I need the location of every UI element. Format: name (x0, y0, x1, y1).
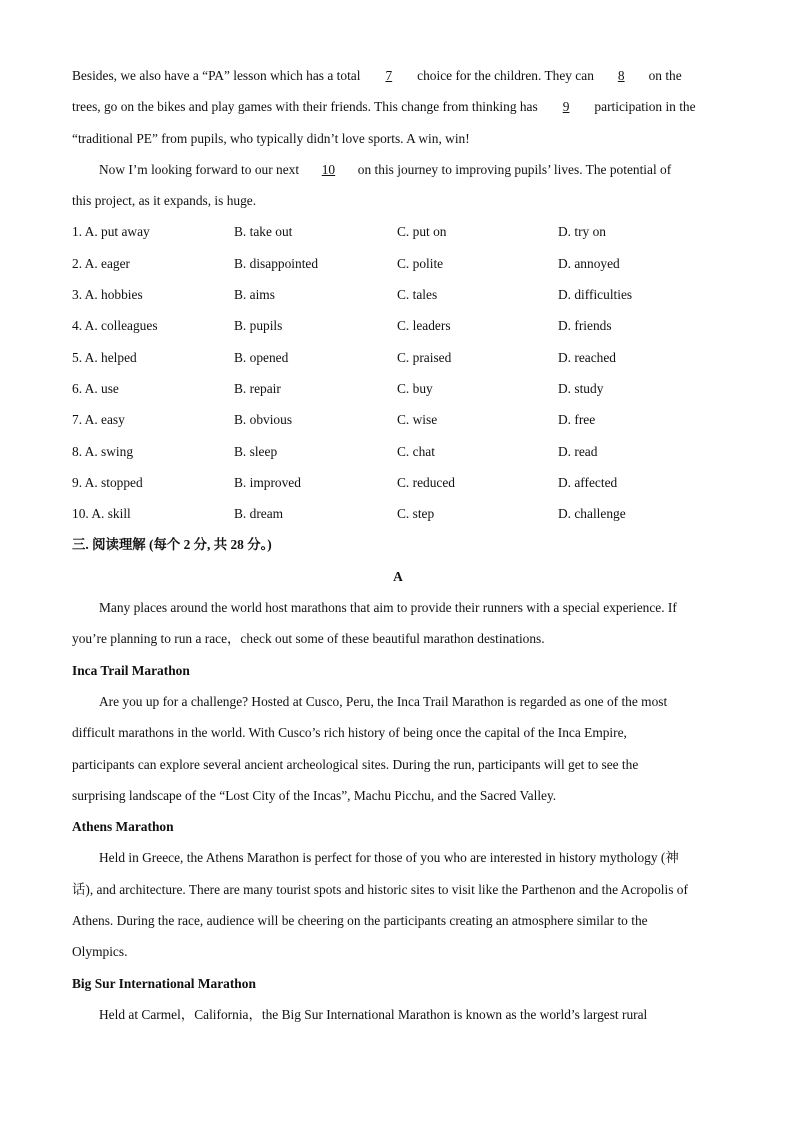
option-d: D. read (558, 443, 598, 459)
text-segment: trees, go on the bikes and play games with their friends. This change from thinking has (72, 99, 542, 115)
option-d: D. free (558, 412, 596, 428)
option-c: C. polite (397, 255, 444, 271)
passage-line: Many places around the world host marathons that aim to provide their runners with a special experience. If (99, 600, 677, 616)
passage-line: participants can explore several ancient archeological sites. During the run, participants will get to see the (72, 756, 639, 772)
cloze-paragraph-line: this project, as it expands, is huge. (72, 193, 257, 209)
option-d: D. reached (558, 349, 616, 365)
document-page (72, 60, 724, 1030)
option-row-1 (72, 216, 724, 247)
option-d: D. challenge (558, 506, 626, 522)
option-c: C. leaders (397, 318, 451, 334)
option-a: 4. A. colleagues (72, 318, 158, 334)
blank-8: 8 (617, 68, 625, 83)
option-b: B. improved (234, 474, 301, 490)
option-c: C. tales (397, 287, 438, 303)
option-row-6 (72, 373, 724, 404)
option-d: D. friends (558, 318, 612, 334)
passage-line: you’re planning to run a race，check out some of these beautiful marathon destinations. (72, 631, 545, 647)
passage-line: Held at Carmel，California，the Big Sur International Marathon is known as the world’s largest rural (99, 1006, 648, 1022)
option-a: 3. A. hobbies (72, 287, 143, 303)
blank-10: 10 (321, 161, 336, 177)
option-d: D. annoyed (558, 255, 620, 271)
option-a: 5. A. helped (72, 349, 137, 365)
option-b: B. dream (234, 506, 284, 522)
option-row-10 (72, 498, 724, 529)
text-segment: Besides, we also have a “PA” lesson which has a total (72, 68, 364, 83)
option-c: C. buy (397, 380, 433, 396)
option-a: 8. A. swing (72, 443, 134, 459)
option-c: C. wise (397, 412, 438, 428)
option-b: B. pupils (234, 318, 283, 334)
option-a: 6. A. use (72, 380, 119, 396)
option-a: 10. A. skill (72, 506, 131, 522)
option-b: B. aims (234, 287, 275, 303)
option-a: 9. A. stopped (72, 474, 143, 490)
cloze-paragraph-line (72, 60, 724, 91)
cloze-paragraph-line (72, 154, 724, 185)
option-b: B. disappointed (234, 255, 319, 271)
section-heading: 三. 阅读理解 (每个 2 分, 共 28 分。) (72, 537, 272, 553)
passage-line: difficult marathons in the world. With Cusco’s rich history of being once the capital of the Inca Empire, (72, 725, 627, 741)
passage-line: 话), and architecture. There are many tourist spots and historic sites to visit like the Parthenon and the Acropolis of (72, 881, 688, 897)
option-d: D. try on (558, 224, 606, 240)
option-row-2 (72, 248, 724, 279)
text-segment: participation in the (591, 99, 696, 115)
option-row-5 (72, 342, 724, 373)
option-b: B. take out (234, 224, 293, 240)
option-a: 2. A. eager (72, 255, 131, 271)
option-b: B. opened (234, 349, 289, 365)
option-c: C. praised (397, 349, 452, 365)
options-list (72, 216, 724, 529)
option-c: C. put on (397, 224, 447, 240)
option-a: 1. A. put away (72, 224, 150, 240)
option-c: C. chat (397, 443, 435, 459)
option-row-4 (72, 310, 724, 341)
text-segment: choice for the children. They can (413, 68, 598, 83)
option-a: 7. A. easy (72, 412, 125, 428)
option-d: D. difficulties (558, 287, 633, 303)
passage-line: surprising landscape of the “Lost City of the Incas”, Machu Picchu, and the Sacred Valley. (72, 787, 557, 803)
blank-9: 9 (562, 99, 570, 115)
text-segment: Now I’m looking forward to our next (99, 161, 303, 177)
option-b: B. obvious (234, 412, 293, 428)
option-row-9 (72, 467, 724, 498)
cloze-paragraph-line: “traditional PE” from pupils, who typically didn’t love sports. A win, win! (72, 130, 470, 146)
option-row-7 (72, 404, 724, 435)
option-row-3 (72, 279, 724, 310)
passage-line: Are you up for a challenge? Hosted at Cusco, Peru, the Inca Trail Marathon is regarded as one of the most (99, 693, 668, 709)
option-d: D. affected (558, 474, 618, 490)
passage-line: Athens. During the race, audience will be cheering on the participants creating an atmosphere similar to the (72, 913, 648, 929)
blank-7: 7 (385, 68, 393, 83)
cloze-paragraph-line (72, 91, 724, 122)
option-c: C. reduced (397, 474, 456, 490)
option-c: C. step (397, 506, 435, 522)
passage-line: Olympics. (72, 944, 128, 960)
option-b: B. sleep (234, 443, 278, 459)
option-row-8 (72, 436, 724, 467)
option-b: B. repair (234, 380, 281, 396)
passage-line: Held in Greece, the Athens Marathon is perfect for those of you who are interested in history mythology (神 (99, 850, 679, 866)
subheading-bigsur: Big Sur International Marathon (72, 975, 256, 991)
text-segment: on this journey to improving pupils’ lives. The potential of (354, 161, 672, 177)
passage-label: A (393, 568, 403, 584)
option-d: D. study (558, 380, 604, 396)
subheading-inca: Inca Trail Marathon (72, 662, 190, 678)
subheading-athens: Athens Marathon (72, 819, 174, 835)
text-segment: on the (645, 68, 682, 83)
